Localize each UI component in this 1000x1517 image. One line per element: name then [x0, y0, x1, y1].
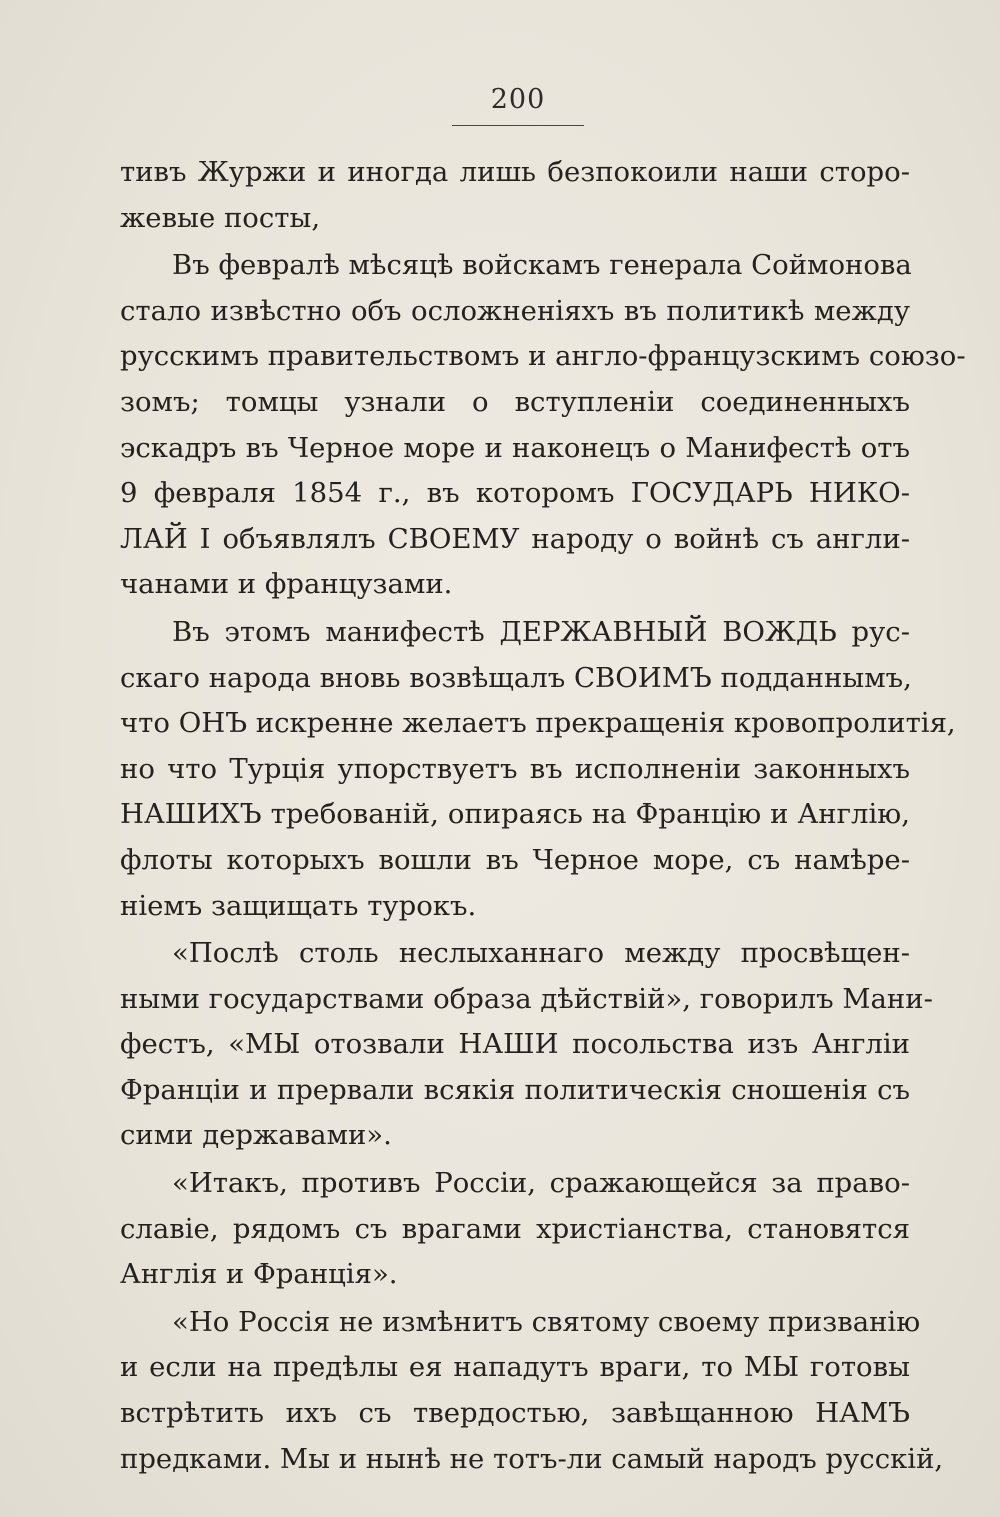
paragraph: [120, 931, 933, 1159]
text-line: стало извѣстно объ осложненіяхъ въ политикѣ между: [120, 294, 910, 327]
text-line: русскимъ правительствомъ и англо-французскимъ союзо-: [120, 340, 966, 373]
text-line: 9 февраля 1854 г., въ которомъ ГОСУДАРЬ НИКО-: [120, 477, 910, 510]
text-line: «Итакъ, противъ Россіи, сражающейся за право-: [172, 1167, 910, 1200]
text-line: славіе, рядомъ съ врагами христіанства, становятся: [120, 1212, 910, 1245]
text-line: ніемъ защищать турокъ.: [120, 889, 477, 922]
text-line: жевые посты,: [120, 201, 321, 234]
paragraph: [120, 243, 966, 608]
text-line: флоты которыхъ вошли въ Черное море, съ намѣре-: [120, 843, 910, 876]
text-line: сими державами».: [120, 1119, 392, 1152]
text-line: Франціи и прервали всякія политическія сношенія съ: [120, 1073, 910, 1106]
text-line: «Послѣ столь неслыханнаго между просвѣщен-: [172, 937, 910, 970]
text-line: чанами и французами.: [120, 568, 453, 601]
text-line: НАШИХЪ требованій, опираясь на Францію и Англію,: [120, 798, 910, 831]
paragraph: [120, 610, 956, 929]
text-line: предками. Мы и нынѣ не тотъ-ли самый народъ русскій,: [120, 1442, 944, 1475]
paragraph: [120, 1161, 910, 1298]
text-line: и если на предѣлы ея нападутъ враги, то МЫ готовы: [120, 1351, 910, 1384]
text-line: ЛАЙ I объявлялъ СВОЕМУ народу о войнѣ съ англи-: [120, 522, 910, 555]
paragraph: [120, 150, 910, 241]
text-line: но что Турція упорствуетъ въ исполненіи законныхъ: [120, 752, 910, 785]
text-line: Въ февралѣ мѣсяцѣ войскамъ генерала Соймонова: [172, 249, 912, 282]
text-line: что ОНЪ искренне желаетъ прекращенія кровопролитія,: [120, 707, 956, 740]
text-line: встрѣтить ихъ съ твердостью, завѣщанною НАМЪ: [120, 1397, 910, 1430]
text-line: тивъ Журжи и иногда лишь безпокоили наши сторо-: [120, 156, 910, 188]
header-rule: [452, 125, 584, 126]
body-text: [120, 150, 966, 1482]
text-line: «Но Россія не измѣнитъ святому своему призванію: [172, 1305, 921, 1338]
text-line: эскадръ въ Черное море и наконецъ о Манифестѣ отъ: [120, 431, 910, 464]
text-line: зомъ; томцы узнали о вступленіи соединенныхъ: [120, 385, 910, 418]
paragraph: [120, 1300, 944, 1482]
text-line: Въ этомъ манифестѣ ДЕРЖАВНЫЙ ВОЖДЬ рус-: [172, 615, 910, 648]
page-number: 200: [490, 84, 546, 115]
text-line: Англія и Франція».: [120, 1258, 398, 1291]
text-line: скаго народа вновь возвѣщалъ СВОИМЪ подданнымъ,: [120, 661, 912, 694]
text-line: ными государствами образа дѣйствій», говорилъ Мани-: [120, 982, 933, 1015]
text-line: фестъ, «МЫ отозвали НАШИ посольства изъ Англіи: [120, 1028, 910, 1061]
